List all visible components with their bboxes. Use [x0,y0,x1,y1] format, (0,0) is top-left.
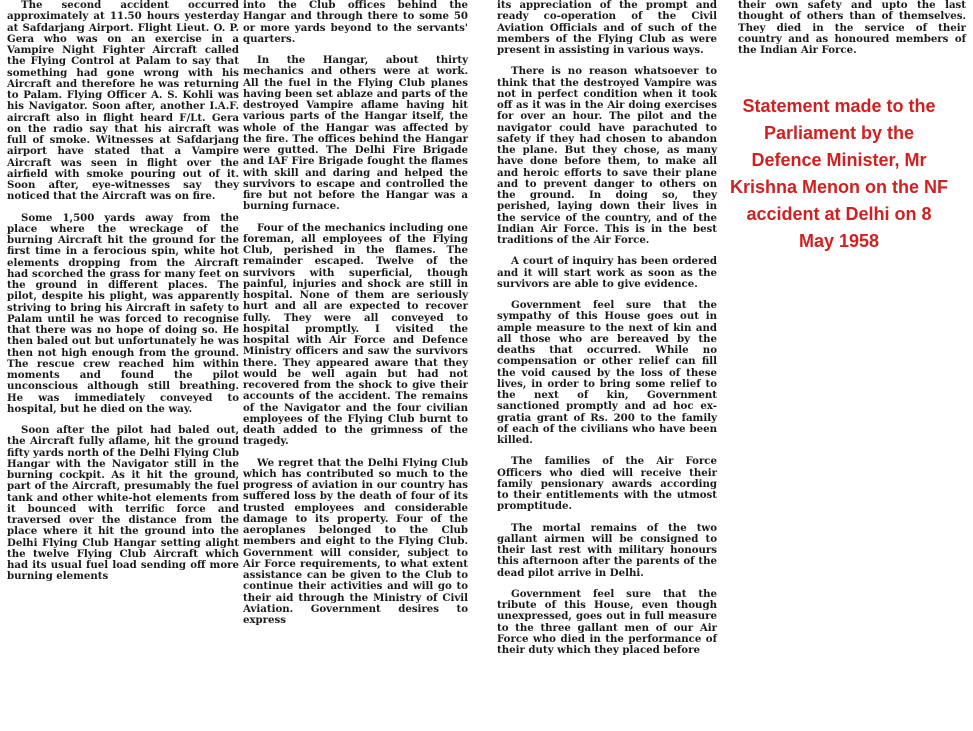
paragraph: We regret that the Delhi Flying Club which has contributed so much to the progress of aviation in our country has suffered loss by the death of four of its trusted employees and considerable damage to its property. Four of the aeroplanes belonged to the Club members and eight to the Flying Club. Government will consider, subject to Air Force requirements, to what extent assistance can be given to the Club to continue their activities and will go to their aid through the Ministry of Civil Aviation. Government desires to express [243,456,468,626]
column-2 [243,0,468,636]
paragraph: into the Club offices behind the Hangar and through there to some 50 or more yards beyond to the servants' quarters. [243,0,468,45]
statement-caption: Statement made to the Parliament by the Defence Minister, Mr Krishna Menon on the NF accident at Delhi on 8 May 1958 [730,96,948,251]
paragraph: Government feel sure that the sympathy of this House goes out in ample measure to the next of kin and all those who are bereaved by the deaths that occurred. While no compensation or other relief can fill the void caused by the loss of these lives, in order to bring some relief to the next of kin, Government sanctioned promptly and ad hoc ex-gratia grant of Rs. 200 to the family of each of the civilians who have been killed. [497,299,717,446]
paragraph: Soon after the pilot had baled out, the Aircraft fully aflame, hit the ground fifty yards north of the Delhi Flying Club Hangar with the Navigator still in the burning cockpit. As it hit the ground, part of the Aircraft, presumably the fuel tank and other white-hot elements from it bounced with terrific force and traversed over the distance from the place where it hit the ground into the Delhi Flying Club Hangar setting alight the twelve Flying Club Aircraft which had its usual fuel load sending off more burning elements [7,424,239,583]
paragraph: Four of the mechanics including one foreman, all employees of the Flying Club, perished in the flames. The remainder escaped. Twelve of the survivors with superficial, though painful, injuries and shock are still in hospital. None of them are seriously hurt and all are expected to recover fully. They were all conveyed to hospital promptly. I visited the hospital with Air Force and Defence Ministry officers and saw the survivors there. They appeared aware that they would be well again but had not recovered from the shock to give their accounts of the accident. The remains of the Navigator and the four civilian employees of the Flying Club burnt to death added to the grimness of the tragedy. [243,221,468,448]
paragraph: their own safety and upto the last thought of others than of themselves. They died in the service of their country and as honoured members of the Indian Air Force. [738,0,966,56]
paragraph: The mortal remains of the two gallant airmen will be consigned to their last rest with military honours this afternoon after the parents of the dead pilot arrive in Delhi. [497,521,717,579]
paragraph: Government feel sure that the tribute of this House, even though unexpressed, goes out in full measure to the three gallant men of our Air Force who died in the performance of their duty which they placed before [497,587,717,656]
paragraph: There is no reason whatsoever to think that the destroyed Vampire was not in perfect condition when it took off as it was in the Air doing exercises for over an hour. The pilot and the navigator could have parachuted to safety if they had chosen to abandon the plane. But they chose, as many have done before them, to make all and heroic efforts to save their plane and to prevent danger to others on the ground. In doing so, they perished, laying down their lives in the service of the country, and of the Indian Air Force. This is in the best traditions of the Air Force. [497,65,717,246]
paragraph: its appreciation of the prompt and ready co-operation of the Civil Aviation Officials and of such of the members of the Flying Club as were present in assisting in various ways. [497,0,717,56]
column-4 [738,0,966,66]
column-1 [7,0,239,593]
column-3 [497,0,717,666]
paragraph: A court of inquiry has been ordered and it will start work as soon as the survivors are able to give evidence. [497,255,717,290]
paragraph: The families of the Air Force Officers who died will receive their family pensionary awards according to their entitlements with the utmost promptitude. [497,455,717,513]
paragraph: The second accident occurred approximately at 11.50 hours yesterday at Safdarjang Airport. Flight Lieut. O. P. Gera who was on an exercise in a Vampire Night Fighter Aircraft called the Flying Control at Palam to say that something had gone wrong with his Aircraft and therefore he was returning to Palam. Flying Officer A. S. Kohli was his Navigator. Soon after, another I.A.F. aircraft also in flight heard F/Lt. Gera on the radio say that his aircraft was full of smoke. Witnesses at Safdarjang airport have stated that a Vampire Aircraft was seen in flight over the airfield with smoke pouring out of it. Soon after, eye-witnesses say they noticed that the Aircraft was on fire. [7,0,239,203]
paragraph: In the Hangar, about thirty mechanics and others were at work. All the fuel in the Flying Club planes having been set ablaze and parts of the destroyed Vampire aflame having hit various parts of the Hangar itself, the whole of the Hangar was affected by the fire. The offices behind the Hangar were gutted. The Delhi Fire Brigade and IAF Fire Brigade fought the flames with skill and daring and helped the survivors to escape and controlled the fire but not before the Hangar was a burning furnace. [243,54,468,213]
paragraph: Some 1,500 yards away from the place where the wreckage of the burning Aircraft hit the ground for the first time in a ferocious spin, white hot elements dropping from the Aircraft had scorched the grass for many feet on the ground in different places. The pilot, despite his plight, was apparently striving to bring his Aircraft in safety to Palam until he was forced to recognise that there was no hope of doing so. He then baled out but unfortunately he was then not high enough from the ground. The rescue crew reached him within moments and found the pilot unconscious although still breathing. He was immediately conveyed to hospital, but he died on the way. [7,211,239,415]
